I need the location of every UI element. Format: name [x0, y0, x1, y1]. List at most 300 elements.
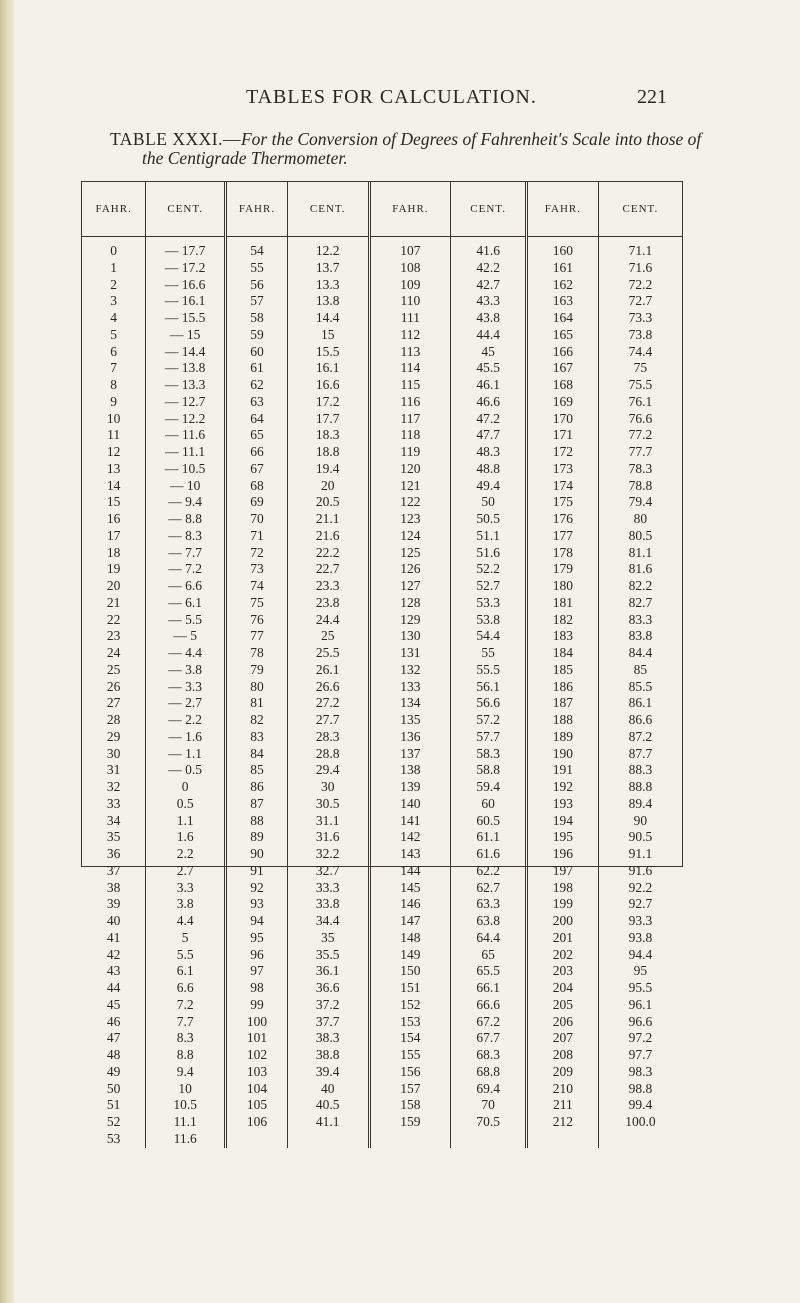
fahr-cell: 34	[82, 813, 146, 830]
cent-cell: — 2.7	[146, 695, 226, 712]
table-row	[82, 427, 682, 444]
fahr-cell: 194	[527, 813, 599, 830]
fahr-cell: 142	[369, 829, 451, 846]
table-row	[82, 1030, 682, 1047]
fahr-cell: 62	[226, 377, 288, 394]
cent-cell: 28.8	[287, 746, 369, 763]
cent-cell: 88.3	[628, 762, 653, 778]
cent-cell: 36.6	[287, 980, 369, 997]
fahr-cell: 127	[369, 578, 451, 595]
cent-cell: 49.4	[451, 478, 527, 495]
cent-cell: — 6.6	[146, 578, 226, 595]
fahr-cell: 102	[226, 1047, 288, 1064]
cent-cell: 8.8	[146, 1047, 226, 1064]
fahr-cell: 177	[527, 528, 599, 545]
cent-cell: 69.4	[451, 1081, 527, 1098]
cent-cell: 13.7	[287, 260, 369, 277]
table-row	[82, 813, 682, 830]
fahr-cell: 162	[527, 277, 599, 294]
cent-cell: 4.4	[146, 913, 226, 930]
cent-cell: 51.1	[451, 528, 527, 545]
table-row	[82, 963, 682, 980]
table-row	[82, 578, 682, 595]
cent-cell: 30	[287, 779, 369, 796]
cent-cell: 32.7	[287, 863, 369, 880]
fahr-cell: 174	[527, 478, 599, 495]
fahr-cell: 37	[82, 863, 146, 880]
cent-cell: — 7.7	[146, 545, 226, 562]
cent-cell: 51.6	[451, 545, 527, 562]
fahr-cell: 8	[82, 377, 146, 394]
fahr-cell: 205	[527, 997, 599, 1014]
fahr-cell: 90	[226, 846, 288, 863]
fahr-cell: 95	[226, 930, 288, 947]
fahr-cell: 135	[369, 712, 451, 729]
fahr-cell: 32	[82, 779, 146, 796]
table-row	[82, 344, 682, 361]
fahr-cell: 55	[226, 260, 288, 277]
fahr-cell: 152	[369, 997, 451, 1014]
fahr-cell: 39	[82, 896, 146, 913]
table-row	[82, 1064, 682, 1081]
cent-cell: 47.2	[451, 411, 527, 428]
table-row	[82, 746, 682, 763]
fahr-cell: 0	[82, 237, 146, 260]
table-row	[82, 1047, 682, 1064]
cent-cell: 98.8	[628, 1080, 653, 1096]
cent-cell: 16.6	[287, 377, 369, 394]
cent-cell: 68.8	[451, 1064, 527, 1081]
fahr-cell: 26	[82, 679, 146, 696]
fahr-cell: 210	[527, 1081, 599, 1098]
table-row	[82, 411, 682, 428]
cent-cell: — 1.6	[146, 729, 226, 746]
cent-cell: — 5	[146, 628, 226, 645]
cent-cell: 57.2	[451, 712, 527, 729]
cent-cell: 27.2	[287, 695, 369, 712]
fahr-cell: 139	[369, 779, 451, 796]
fahr-cell: 123	[369, 511, 451, 528]
fahr-cell: 10	[82, 411, 146, 428]
cent-cell: 71.1	[628, 243, 653, 258]
fahr-cell: 73	[226, 561, 288, 578]
fahr-cell: 159	[369, 1114, 451, 1131]
cent-cell: 32.2	[287, 846, 369, 863]
fahr-cell: 70	[226, 511, 288, 528]
fahr-cell: 190	[527, 746, 599, 763]
fahr-cell: 121	[369, 478, 451, 495]
fahr-cell: 132	[369, 662, 451, 679]
cent-cell: 71.6	[628, 259, 653, 275]
fahr-cell: 202	[527, 947, 599, 964]
cent-cell: 61.6	[451, 846, 527, 863]
fahr-cell: 4	[82, 310, 146, 327]
cent-cell: 7.7	[146, 1014, 226, 1031]
column-header: CENT.	[598, 182, 682, 237]
fahr-cell: 105	[226, 1097, 288, 1114]
fahr-cell: 182	[527, 612, 599, 629]
cent-cell: 42.2	[451, 260, 527, 277]
cent-cell: 58.3	[451, 746, 527, 763]
cent-cell: 81.6	[628, 561, 653, 577]
cent-cell: 48.8	[451, 461, 527, 478]
fahr-cell: 96	[226, 947, 288, 964]
cent-cell: 5	[146, 930, 226, 947]
cent-cell: 20	[287, 478, 369, 495]
fahr-cell: 103	[226, 1064, 288, 1081]
fahr-cell: 85	[226, 762, 288, 779]
fahr-cell: 157	[369, 1081, 451, 1098]
fahr-cell: 137	[369, 746, 451, 763]
table-row	[82, 762, 682, 779]
fahr-cell: 211	[527, 1097, 599, 1114]
table-row	[82, 997, 682, 1014]
table-row	[82, 494, 682, 511]
cent-cell: 8.3	[146, 1030, 226, 1047]
fahr-cell: 1	[82, 260, 146, 277]
cent-cell: 12.2	[287, 237, 369, 260]
fahr-cell: 206	[527, 1014, 599, 1031]
cent-cell: 26.6	[287, 679, 369, 696]
fahr-cell	[527, 1131, 599, 1148]
cent-cell: 9.4	[146, 1064, 226, 1081]
cent-cell: 34.4	[287, 913, 369, 930]
fahr-cell: 168	[527, 377, 599, 394]
cent-cell: 26.1	[287, 662, 369, 679]
fahr-cell: 54	[226, 237, 288, 260]
table-row	[82, 679, 682, 696]
table-row	[82, 595, 682, 612]
cent-cell: 2.2	[146, 846, 226, 863]
fahr-cell: 113	[369, 344, 451, 361]
fahr-cell: 38	[82, 880, 146, 897]
cent-cell: — 3.8	[146, 662, 226, 679]
conversion-table	[82, 182, 682, 1148]
cent-cell: 97.2	[628, 1030, 653, 1046]
cent-cell: 99.4	[628, 1097, 653, 1113]
fahr-cell: 58	[226, 310, 288, 327]
fahr-cell: 71	[226, 528, 288, 545]
fahr-cell: 147	[369, 913, 451, 930]
cent-cell: 90.5	[628, 829, 653, 845]
cent-cell: 72.7	[628, 293, 653, 309]
fahr-cell: 35	[82, 829, 146, 846]
fahr-cell: 183	[527, 628, 599, 645]
fahr-cell: 145	[369, 880, 451, 897]
fahr-cell: 13	[82, 461, 146, 478]
cent-cell: 65	[451, 947, 527, 964]
cent-cell: 92.2	[628, 879, 653, 895]
fahr-cell: 176	[527, 511, 599, 528]
cent-cell: — 10	[146, 478, 226, 495]
table-row	[82, 277, 682, 294]
fahr-cell: 21	[82, 595, 146, 612]
fahr-cell: 67	[226, 461, 288, 478]
column-header: FAHR.	[226, 182, 288, 237]
cent-cell: 89.4	[628, 795, 653, 811]
cent-cell: 58.8	[451, 762, 527, 779]
fahr-cell: 74	[226, 578, 288, 595]
cent-cell: — 5.5	[146, 612, 226, 629]
cent-cell: 15.5	[287, 344, 369, 361]
fahr-cell: 178	[527, 545, 599, 562]
cent-cell: — 17.7	[146, 237, 226, 260]
table-row	[82, 1014, 682, 1031]
table-row	[82, 394, 682, 411]
fahr-cell: 124	[369, 528, 451, 545]
fahr-cell: 99	[226, 997, 288, 1014]
fahr-cell: 33	[82, 796, 146, 813]
cent-cell: 97.7	[628, 1047, 653, 1062]
cent-cell: 30.5	[287, 796, 369, 813]
fahr-cell: 83	[226, 729, 288, 746]
table-row	[82, 360, 682, 377]
cent-cell: 81.1	[628, 544, 653, 560]
fahr-cell: 45	[82, 997, 146, 1014]
cent-cell: 28.3	[287, 729, 369, 746]
cent-cell: 73.3	[628, 310, 653, 325]
table-row	[82, 930, 682, 947]
table-row	[82, 846, 682, 863]
table-row	[82, 1081, 682, 1098]
cent-cell: 84.4	[628, 645, 653, 660]
table-row	[82, 545, 682, 562]
cent-cell: 93.8	[628, 929, 653, 945]
cent-cell: 74.4	[628, 343, 653, 359]
fahr-cell: 110	[369, 293, 451, 310]
cent-cell: 10.5	[146, 1097, 226, 1114]
cent-cell: 6.1	[146, 963, 226, 980]
fahr-cell: 49	[82, 1064, 146, 1081]
fahr-cell: 9	[82, 394, 146, 411]
fahr-cell: 7	[82, 360, 146, 377]
fahr-cell: 126	[369, 561, 451, 578]
cent-cell: 85	[633, 661, 648, 677]
fahr-cell: 6	[82, 344, 146, 361]
cent-cell: 45	[451, 344, 527, 361]
cent-cell: 33.8	[287, 896, 369, 913]
fahr-cell: 106	[226, 1114, 288, 1131]
cent-cell: — 0.5	[146, 762, 226, 779]
cent-cell: 79.4	[628, 494, 653, 510]
fahr-cell: 30	[82, 746, 146, 763]
fahr-cell: 122	[369, 494, 451, 511]
fahr-cell: 196	[527, 846, 599, 863]
fahr-cell: 114	[369, 360, 451, 377]
cent-cell: 19.4	[287, 461, 369, 478]
fahr-cell: 15	[82, 494, 146, 511]
fahr-cell: 149	[369, 947, 451, 964]
cent-cell: 59.4	[451, 779, 527, 796]
fahr-cell: 81	[226, 695, 288, 712]
fahr-cell: 51	[82, 1097, 146, 1114]
fahr-cell: 133	[369, 679, 451, 696]
table-row	[82, 1131, 682, 1148]
cent-cell: 80	[633, 511, 648, 526]
cent-cell: 86.1	[628, 695, 653, 711]
cent-cell: 77.2	[628, 427, 653, 443]
cent-cell: 87.2	[628, 728, 653, 744]
fahr-cell: 68	[226, 478, 288, 495]
table-body	[82, 237, 682, 1148]
fahr-cell: 36	[82, 846, 146, 863]
cent-cell: — 17.2	[146, 260, 226, 277]
page-binding-edge	[0, 0, 14, 1303]
cent-cell: 37.2	[287, 997, 369, 1014]
cent-cell: 40.5	[287, 1097, 369, 1114]
fahr-cell: 104	[226, 1081, 288, 1098]
cent-cell: 100.0	[625, 1114, 656, 1129]
fahr-cell: 128	[369, 595, 451, 612]
cent-cell: 85.5	[628, 678, 653, 694]
cent-cell: 40	[287, 1081, 369, 1098]
fahr-cell: 189	[527, 729, 599, 746]
cent-cell: 76.6	[628, 410, 653, 426]
cent-cell: 82.2	[628, 578, 653, 593]
table-row	[82, 947, 682, 964]
fahr-cell: 87	[226, 796, 288, 813]
fahr-cell: 94	[226, 913, 288, 930]
fahr-cell: 131	[369, 645, 451, 662]
fahr-cell: 138	[369, 762, 451, 779]
table-row	[82, 237, 682, 260]
cent-cell: 77.7	[628, 444, 653, 459]
fahr-cell: 201	[527, 930, 599, 947]
cent-cell: 41.6	[451, 237, 527, 260]
fahr-cell: 44	[82, 980, 146, 997]
cent-cell: 52.2	[451, 561, 527, 578]
caption-text-line2: the Centigrade Thermometer.	[142, 148, 348, 168]
fahr-cell: 200	[527, 913, 599, 930]
fahr-cell: 195	[527, 829, 599, 846]
cent-cell: 68.3	[451, 1047, 527, 1064]
cent-cell: 33.3	[287, 880, 369, 897]
cent-cell: 25	[287, 628, 369, 645]
cent-cell: 91.6	[628, 862, 653, 878]
fahr-cell: 88	[226, 813, 288, 830]
cent-cell	[598, 1131, 682, 1148]
cent-cell: 91.1	[628, 846, 653, 861]
cent-cell: 24.4	[287, 612, 369, 629]
fahr-cell: 112	[369, 327, 451, 344]
cent-cell: — 7.2	[146, 561, 226, 578]
fahr-cell: 169	[527, 394, 599, 411]
fahr-cell: 40	[82, 913, 146, 930]
cent-cell: 60.5	[451, 813, 527, 830]
fahr-cell: 76	[226, 612, 288, 629]
column-header: FAHR.	[527, 182, 599, 237]
table-row	[82, 896, 682, 913]
cent-cell: 35.5	[287, 947, 369, 964]
cent-cell: 1.6	[146, 829, 226, 846]
cent-cell: 57.7	[451, 729, 527, 746]
fahr-cell: 23	[82, 628, 146, 645]
cent-cell: — 1.1	[146, 746, 226, 763]
cent-cell: 18.3	[287, 427, 369, 444]
fahr-cell: 208	[527, 1047, 599, 1064]
table-row	[82, 645, 682, 662]
fahr-cell: 25	[82, 662, 146, 679]
fahr-cell: 60	[226, 344, 288, 361]
table-row	[82, 695, 682, 712]
fahr-cell: 41	[82, 930, 146, 947]
fahr-cell: 24	[82, 645, 146, 662]
fahr-cell: 79	[226, 662, 288, 679]
table-row	[82, 779, 682, 796]
fahr-cell: 119	[369, 444, 451, 461]
fahr-cell: 150	[369, 963, 451, 980]
cent-cell: — 11.1	[146, 444, 226, 461]
cent-cell: 36.1	[287, 963, 369, 980]
table-row	[82, 561, 682, 578]
cent-cell: 50.5	[451, 511, 527, 528]
fahr-cell: 197	[527, 863, 599, 880]
cent-cell: 72.2	[628, 276, 653, 292]
cent-cell: 67.2	[451, 1014, 527, 1031]
cent-cell: 75	[633, 360, 648, 376]
table-row	[82, 980, 682, 997]
fahr-cell: 192	[527, 779, 599, 796]
cent-cell: — 16.6	[146, 277, 226, 294]
fahr-cell: 11	[82, 427, 146, 444]
cent-cell: 31.6	[287, 829, 369, 846]
fahr-cell: 167	[527, 360, 599, 377]
fahr-cell: 50	[82, 1081, 146, 1098]
fahr-cell: 43	[82, 963, 146, 980]
fahr-cell: 109	[369, 277, 451, 294]
cent-cell: 53.8	[451, 612, 527, 629]
fahr-cell: 53	[82, 1131, 146, 1148]
cent-cell: 46.6	[451, 394, 527, 411]
table-row	[82, 729, 682, 746]
fahr-cell: 63	[226, 394, 288, 411]
cent-cell: — 11.6	[146, 427, 226, 444]
fahr-cell: 18	[82, 545, 146, 562]
column-header: CENT.	[146, 182, 226, 237]
fahr-cell: 93	[226, 896, 288, 913]
running-head: TABLES FOR CALCULATION.	[246, 86, 537, 108]
cent-cell: 80.5	[628, 527, 653, 543]
table-row	[82, 880, 682, 897]
cent-cell: — 3.3	[146, 679, 226, 696]
fahr-cell: 181	[527, 595, 599, 612]
fahr-cell: 100	[226, 1014, 288, 1031]
cent-cell: 15	[287, 327, 369, 344]
cent-cell: 22.2	[287, 545, 369, 562]
fahr-cell: 148	[369, 930, 451, 947]
fahr-cell: 69	[226, 494, 288, 511]
fahr-cell: 165	[527, 327, 599, 344]
cent-cell: 55	[451, 645, 527, 662]
table-header-row	[82, 182, 682, 237]
fahr-cell: 212	[527, 1114, 599, 1131]
cent-cell: 29.4	[287, 762, 369, 779]
cent-cell: 38.8	[287, 1047, 369, 1064]
cent-cell: 62.2	[451, 863, 527, 880]
cent-cell: 66.1	[451, 980, 527, 997]
cent-cell: 43.3	[451, 293, 527, 310]
cent-cell: — 10.5	[146, 461, 226, 478]
cent-cell: 96.6	[628, 1013, 653, 1029]
cent-cell: 63.3	[451, 896, 527, 913]
fahr-cell: 173	[527, 461, 599, 478]
cent-cell	[287, 1131, 369, 1148]
cent-cell: — 13.8	[146, 360, 226, 377]
fahr-cell: 98	[226, 980, 288, 997]
table-row	[82, 478, 682, 495]
table-row	[82, 1097, 682, 1114]
fahr-cell: 172	[527, 444, 599, 461]
